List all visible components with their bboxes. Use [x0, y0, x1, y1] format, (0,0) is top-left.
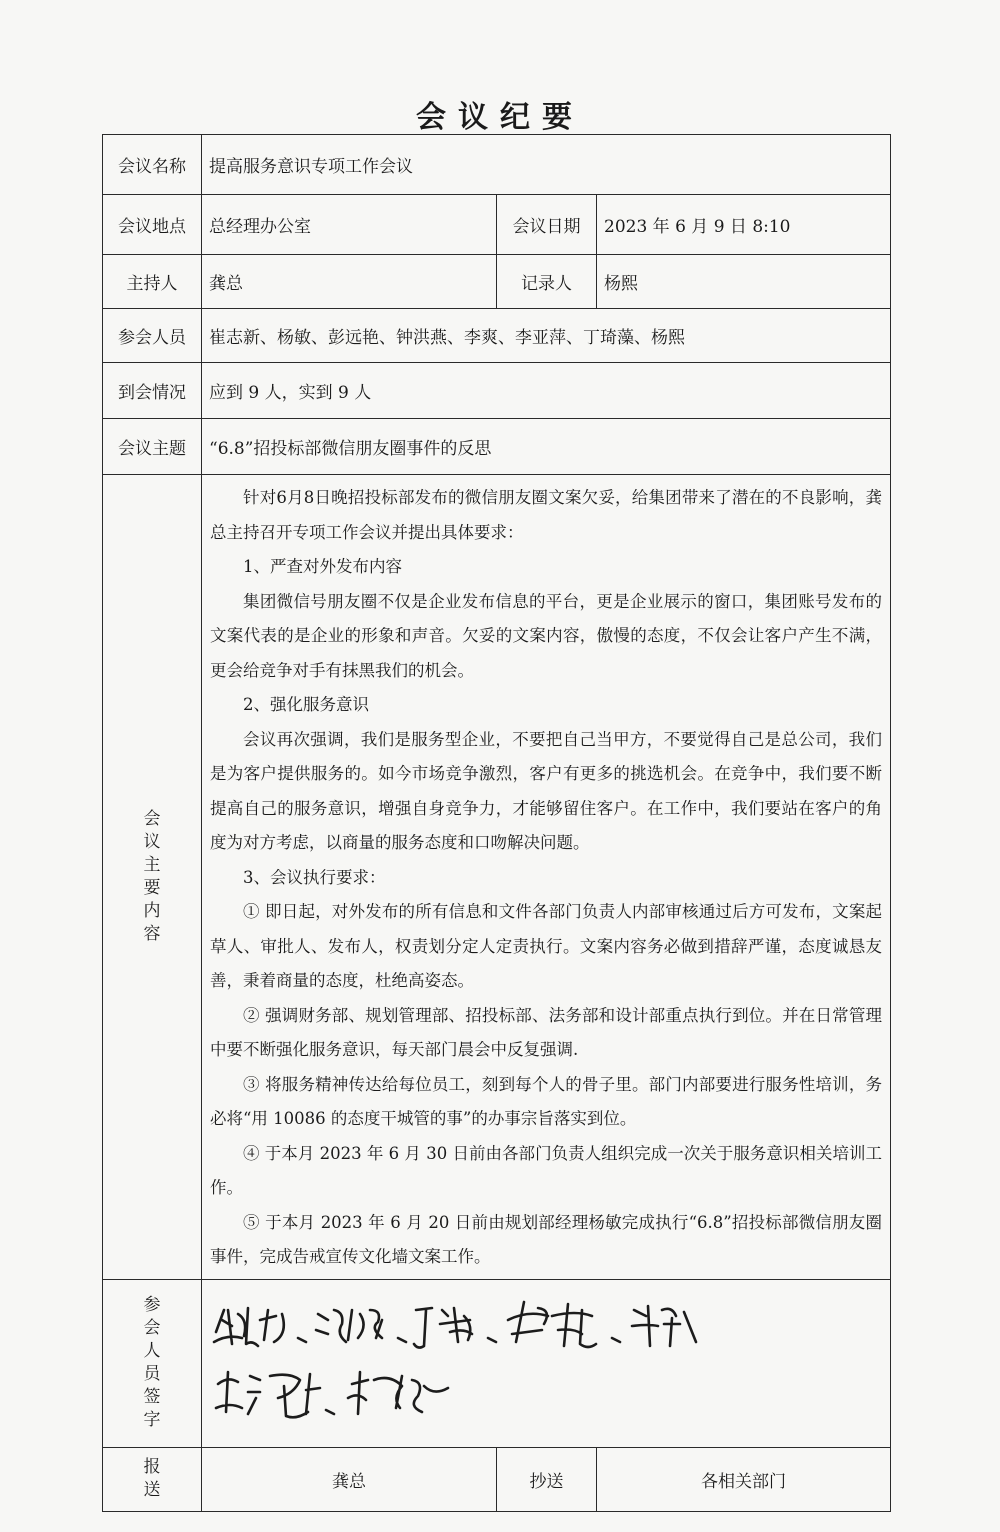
- signature-label: 参会人员签字: [143, 1295, 161, 1430]
- location-label: 会议地点: [103, 195, 202, 255]
- report-label: 报送: [143, 1457, 161, 1500]
- row-content: [103, 475, 891, 1280]
- row-attendees: [103, 309, 891, 363]
- row-report: [103, 1447, 891, 1511]
- row-meeting-name: [103, 135, 891, 195]
- signature-label-cell: [103, 1279, 202, 1447]
- cc-value: 各相关部门: [597, 1447, 891, 1511]
- report-label-cell: [103, 1447, 202, 1511]
- signature-area: [202, 1279, 891, 1447]
- topic-value: “6.8”招投标部微信朋友圈事件的反思: [202, 419, 891, 475]
- attendees-value: 崔志新、杨敏、彭远艳、钟洪燕、李爽、李亚萍、丁琦藻、杨熙: [202, 309, 891, 363]
- location-value: 总经理办公室: [202, 195, 497, 255]
- row-signatures: [103, 1279, 891, 1447]
- content-paragraph: 针对6月8日晚招投标部发布的微信朋友圈文案欠妥，给集团带来了潜在的不良影响，龚总主持召开专项工作会议并提出具体要求：: [210, 488, 882, 542]
- report-value: 龚总: [202, 1447, 497, 1511]
- attendance-label: 到会情况: [103, 363, 202, 419]
- requirement-item: ④ 于本月 2023 年 6 月 30 日前由各部门负责人组织完成一次关于服务意识相关培训工作。: [210, 1143, 882, 1197]
- meeting-name-label: 会议名称: [103, 135, 202, 195]
- row-location-date: [103, 195, 891, 255]
- content-label-cell: [103, 475, 202, 1280]
- page-title: 会议纪要: [416, 100, 584, 135]
- content-label: 会议主要内容: [143, 808, 161, 944]
- requirement-item: ③ 将服务精神传达给每位员工，刻到每个人的骨子里。部门内部要进行服务性培训，务必将“用 10086 的态度干城管的事”的办事宗旨落实到位。: [210, 1074, 882, 1128]
- recorder-value: 杨熙: [597, 255, 891, 309]
- requirement-item: ① 即日起，对外发布的所有信息和文件各部门负责人内部审核通过后方可发布，文案起草人、审批人、发布人，权责划分定人定责执行。文案内容务必做到措辞严谨，态度诚恳友善，秉着商量的态度，杜绝高姿态。: [210, 902, 882, 990]
- minutes-table: [102, 134, 891, 1512]
- handwritten-signatures: [202, 1280, 888, 1446]
- content-body: [202, 475, 891, 1280]
- content-paragraph: 会议再次强调，我们是服务型企业，不要把自己当甲方，不要觉得自己是总公司，我们是为客户提供服务的。如今市场竞争激烈，客户有更多的挑选机会。在竞争中，我们要不断提高自己的服务意识，增强自身竞争力，才能够留住客户。在工作中，我们要站在客户的角度为对方考虑，以商量的服务态度和口吻解决问题。: [210, 729, 882, 852]
- meeting-name-value: 提高服务意识专项工作会议: [202, 135, 891, 195]
- row-attendance: [103, 363, 891, 419]
- requirement-item: ⑤ 于本月 2023 年 6 月 20 日前由规划部经理杨敏完成执行“6.8”招投标部微信朋友圈事件，完成告戒宣传文化墙文案工作。: [210, 1212, 882, 1266]
- host-value: 龚总: [202, 255, 497, 309]
- content-heading: 1、严查对外发布内容: [243, 557, 402, 576]
- date-value: 2023 年 6 月 9 日 8:10: [597, 195, 891, 255]
- content-paragraph: 集团微信号朋友圈不仅是企业发布信息的平台，更是企业展示的窗口，集团账号发布的文案代表的是企业的形象和声音。欠妥的文案内容，傲慢的态度，不仅会让客户产生不满，更会给竞争对手有抹黑我们的机会。: [210, 591, 882, 680]
- host-label: 主持人: [103, 255, 202, 309]
- requirement-item: ② 强调财务部、规划管理部、招投标部、法务部和设计部重点执行到位。并在日常管理中要不断强化服务意识，每天部门晨会中反复强调.: [210, 1005, 882, 1059]
- content-heading: 3、会议执行要求：: [243, 867, 386, 887]
- date-label: 会议日期: [497, 195, 597, 255]
- attendance-value: 应到 9 人，实到 9 人: [202, 363, 891, 419]
- content-heading: 2、强化服务意识: [243, 695, 369, 714]
- recorder-label: 记录人: [497, 255, 597, 309]
- topic-label: 会议主题: [103, 419, 202, 475]
- attendees-label: 参会人员: [103, 309, 202, 363]
- cc-label: 抄送: [497, 1447, 597, 1511]
- row-host-recorder: [103, 255, 891, 309]
- row-topic: [103, 419, 891, 475]
